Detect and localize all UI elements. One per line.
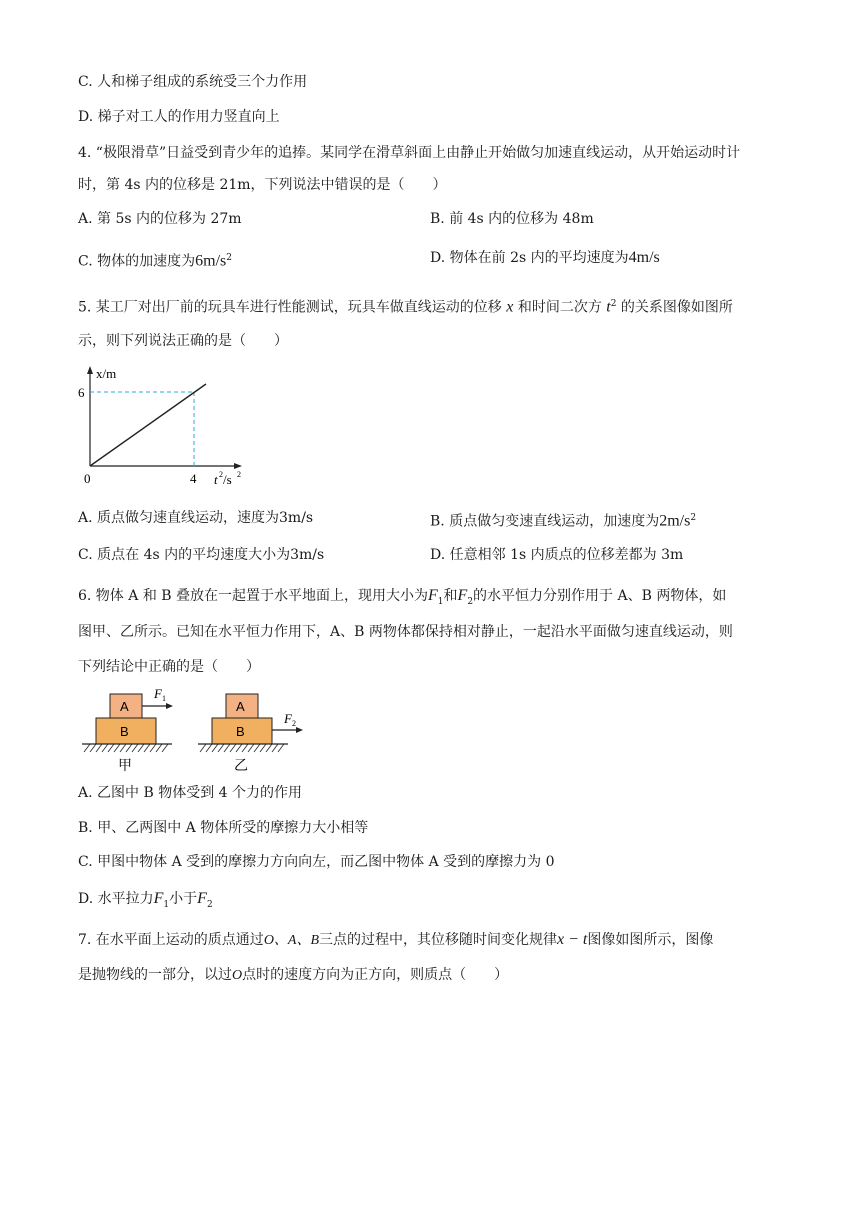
q7-stem-text-b: 三点的过程中，其位移随时间变化规律 <box>319 932 558 948</box>
q4-stem-line2: 时，第 4s 内的位移是 21m，下列说法中错误的是（ ） <box>78 177 447 193</box>
q3-option-c: C. 人和梯子组成的系统受三个力作用 <box>78 74 308 90</box>
fig-jia-caption: 甲 <box>118 758 132 774</box>
q6-block-figures <box>78 686 308 774</box>
q6-option-a: A. 乙图中 B 物体受到 4 个力的作用 <box>78 785 303 801</box>
fig-yi-force-sub: 2 <box>292 719 296 728</box>
q4-option-d-value: 4m/s <box>628 249 660 266</box>
fig-yi-label-a: A <box>236 699 245 714</box>
q6-var-f2: F <box>457 587 468 604</box>
q5-option-d: D. 任意相邻 1s 内质点的位移差都为 3m <box>430 547 684 563</box>
q4-option-c: C. 物体的加速度为$6m/s^2$ <box>78 252 232 270</box>
q5-option-b: B. 质点做匀变速直线运动，加速度为$2m/s^2$ <box>430 512 697 530</box>
q7-stem-line1 <box>78 930 713 951</box>
q5-option-a: A. 质点做匀速直线运动，速度为3m/s <box>78 510 314 526</box>
q7-stem-text-a: 7. 在水平面上运动的质点通过 <box>78 932 264 948</box>
q6-stem-line1: 6. 物体 A 和 B 叠放在一起置于水平地面上，现用大小为$F_1$和$F_2$的水平恒力分别作用于 A、B 两物体，如 <box>78 587 727 607</box>
fig-jia-hatch <box>84 744 168 752</box>
y-axis-label: x/m <box>96 366 117 381</box>
q7-stem-text-e: 点时的速度方向为正方向，则质点（ ） <box>242 967 509 983</box>
x-axis-label-unit: /s <box>223 472 232 487</box>
fig-jia-force-sub: 1 <box>162 694 166 703</box>
q7-points: O、A、B <box>263 933 320 948</box>
q6-option-c: C. 甲图中物体 A 受到的摩擦力方向向左，而乙图中物体 A 受到的摩擦力为 0 <box>78 854 555 870</box>
origin-label: 0 <box>84 471 91 486</box>
x-axis-label-unit-exp: 2 <box>237 470 241 479</box>
q5-var-x: x <box>506 298 514 316</box>
q3-option-d: D. 梯子对工人的作用力竖直向上 <box>78 109 280 125</box>
q6-option-d-text-b: 小于 <box>169 891 198 907</box>
q5-option-b-text: B. 质点做匀变速直线运动，加速度为 <box>430 513 660 530</box>
x-axis-label-t: t <box>214 472 218 487</box>
q5-stem-text-c: 的关系图像如图所 <box>620 299 733 316</box>
q6-option-d: D. 水平拉力$F_1$小于$F_2$ <box>78 890 213 910</box>
fig-jia-label-b: B <box>120 724 129 739</box>
q4-option-c-text: C. 物体的加速度为 <box>78 253 196 270</box>
y-axis-arrow <box>87 366 93 374</box>
q6-stem-line3: 下列结论中正确的是（ ） <box>78 659 260 675</box>
q5-stem-line2: 示，则下列说法正确的是（ ） <box>78 333 288 349</box>
fig-jia-force-arrowhead <box>166 703 173 709</box>
q4-option-d-text: D. 物体在前 2s 内的平均速度为 <box>430 250 629 266</box>
q6-option-d-text-a: D. 水平拉力 <box>78 891 154 907</box>
q5-stem-text-a: 5. 某工厂对出厂前的玩具车进行性能测试，玩具车做直线运动的位移 <box>78 299 502 316</box>
q5-option-c: C. 质点在 4s 内的平均速度大小为3m/s <box>78 547 325 563</box>
fig-yi-force-label: F <box>284 711 292 726</box>
x-axis-label-t-exp: 2 <box>219 470 223 479</box>
fig-yi-caption: 乙 <box>234 758 248 774</box>
q4-stem-line1: 4. “极限滑草”日益受到青少年的追捧。某同学在滑草斜面上由静止开始做匀加速直线运动，从开始运动时计 <box>78 145 741 161</box>
q6-stem-text-a: 6. 物体 A 和 B 叠放在一起置于水平地面上，现用大小为 <box>78 588 429 604</box>
q4-option-d <box>430 248 660 268</box>
q5-stem-line1: 5. 某工厂对出厂前的玩具车进行性能测试，玩具车做直线运动的位移 x 和时间二次方 $t^2$ 的关系图像如图所 <box>78 298 733 316</box>
q7-point-o: O <box>232 968 243 983</box>
q7-stem-line2 <box>78 965 508 986</box>
q7-stem-text-c: 图像如图所示，图像 <box>587 932 714 948</box>
q6-stem-text-c: 的水平恒力分别作用于 A、B 两物体，如 <box>473 588 727 604</box>
q4-option-b: B. 前 4s 内的位移为 48m <box>430 211 594 227</box>
q6-stem-text-b: 和 <box>443 588 458 604</box>
fig-jia-force-label: F <box>154 686 162 701</box>
fig-yi-force-arrowhead <box>296 727 303 733</box>
x-axis-arrow <box>234 463 242 469</box>
q6-option-b: B. 甲、乙两图中 A 物体所受的摩擦力大小相等 <box>78 820 369 836</box>
x-tick-4: 4 <box>190 471 197 486</box>
q5-stem-text-b: 和时间二次方 <box>517 299 602 316</box>
q5-x-t2-graph <box>78 362 248 492</box>
q6-var-f1: F <box>428 587 438 604</box>
q7-stem-text-d: 是抛物线的一部分，以过 <box>78 967 232 983</box>
data-line <box>90 384 206 466</box>
q5-option-b-value: 2m/s <box>659 512 691 530</box>
q7-xt: x − t <box>557 931 588 948</box>
q4-option-a: A. 第 5s 内的位移为 27m <box>78 211 242 227</box>
q6-stem-line2: 图甲、乙所示。已知在水平恒力作用下，A、B 两物体都保持相对静止，一起沿水平面做匀速直线运动，则 <box>78 624 733 640</box>
q6-option-d-f2: F <box>197 890 207 907</box>
y-tick-6: 6 <box>78 385 85 400</box>
fig-yi-label-b: B <box>236 724 245 739</box>
q4-option-c-value: 6m/s <box>195 252 227 270</box>
q5-var-t: t <box>606 298 611 316</box>
fig-yi-hatch <box>200 744 284 752</box>
q6-option-d-f1: F <box>153 890 164 907</box>
fig-jia-label-a: A <box>120 699 129 714</box>
